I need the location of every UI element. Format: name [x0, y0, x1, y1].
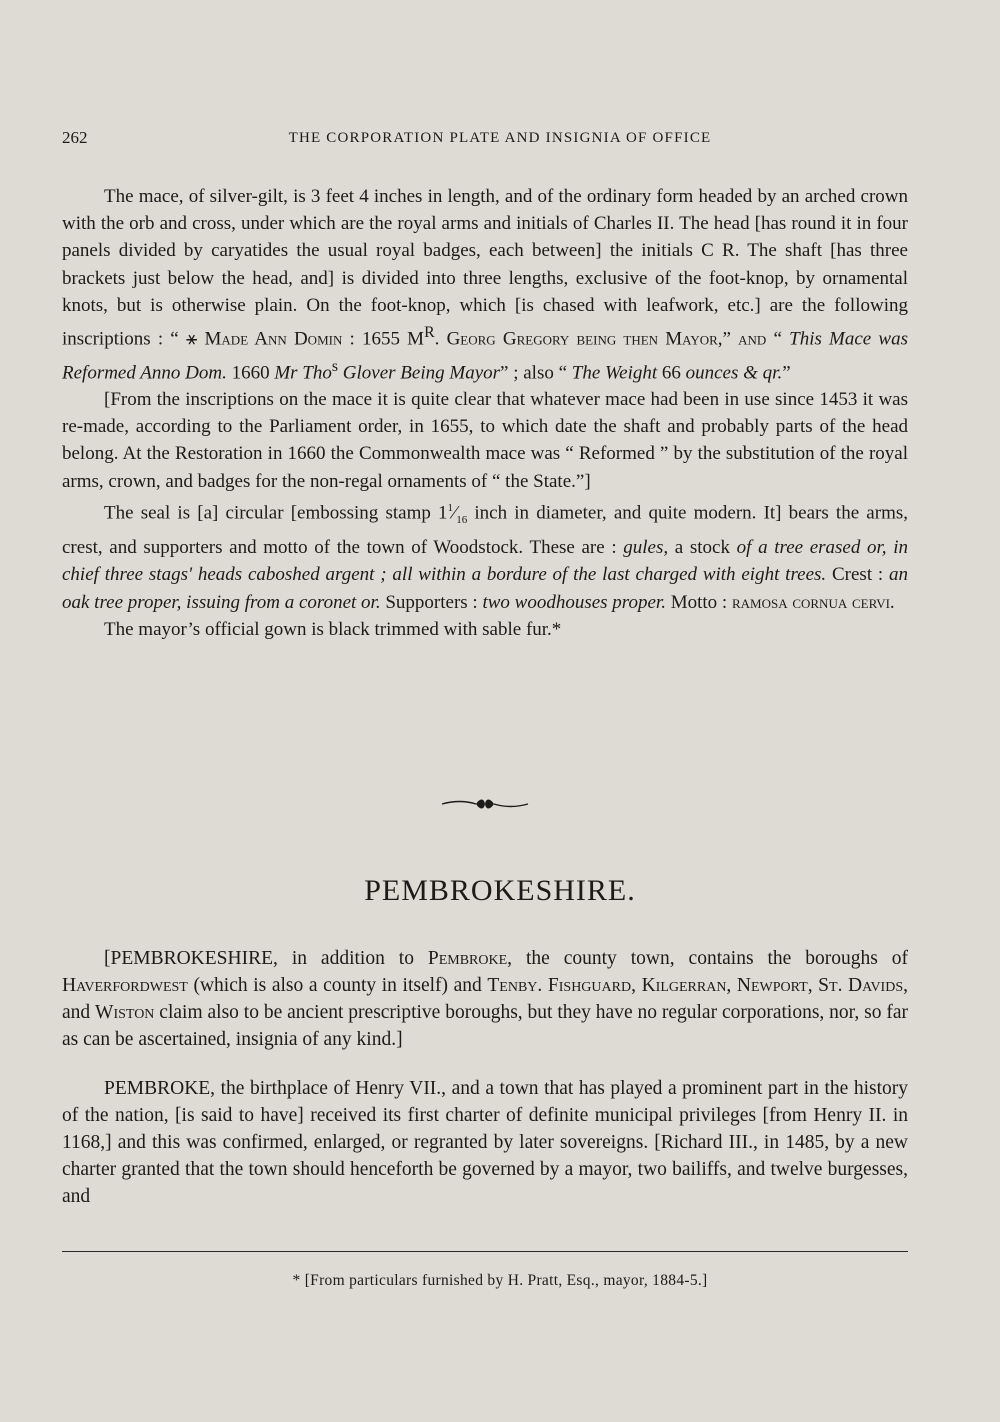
- blazon-crest: an oak tree proper, issuing from a coronet or.: [62, 564, 909, 613]
- seal-text: inch in diameter, and quite modern. It] bears the arms, crest, and supporters and motto of the town of Woodstock. These are :: [62, 502, 908, 559]
- footnote: * [From particulars furnished by H. Pratt, Esq., mayor, 1884-5.]: [292, 1272, 708, 1289]
- intro-text: .: [537, 975, 548, 996]
- intro-text: (which is also a county in itself) and: [187, 975, 488, 996]
- intro-text: and: [62, 1002, 96, 1023]
- mace-text: ” ; also “: [500, 361, 572, 383]
- section-divider-ornament: [440, 796, 530, 812]
- inscription-weight: The Weight: [571, 361, 658, 383]
- page-number: 262: [62, 128, 88, 147]
- mace-text: The mace, of silver-gilt, is 3 feet 4 inches in length, and of the ordinary form headed by an arched crown with the orb and cross, under which are the royal arms and initials of Charles II. The head [has round it in four panels divided by caryatides the usual royal badges, each between] the initials C R. The shaft [has three brackets just below the head, and] is divided into three lengths, exclusive of the foot-knop, by ornamental knots, but is otherwise plain. On the foot-knop, which [is chased with leafwork, etc.] are the following inscriptions : “: [62, 186, 908, 350]
- woodstock-continuation: [62, 183, 908, 643]
- intro-text: claim also to be ancient prescriptive boroughs, but they have no regular corporations, nor, so far as can be ascertained, insignia of any kind.]: [62, 1002, 909, 1050]
- inscription-mayor-cont: Glover Being Mayor: [338, 361, 501, 383]
- seal-text: a stock: [668, 537, 737, 559]
- borough-name: Haverfordwest: [62, 975, 188, 996]
- seal-paragraph: The seal is [a] circular [embossing stamp $1^1⁄_{16}$ inch in diameter, and quite modern. It] bears the arms, crest, and supporters and motto of the town of Woodstock. These are : gules, a stock of a tree erased or, in chief three stags' heads caboshed argent ; all within a bordure of the last charged with eight trees. Crest : an oak tree proper, issuing from a coronet or. Supporters : two woodhouses proper. Motto : ramosa cornua cervi.: [62, 501, 909, 613]
- intro-text: , the county town, contains the boroughs of: [507, 948, 908, 969]
- borough-name: Wiston: [95, 1002, 155, 1023]
- running-title: THE CORPORATION PLATE AND INSIGNIA OF OFFICE: [288, 130, 712, 146]
- borough-name: Pembroke: [427, 948, 508, 969]
- motto-label: Motto :: [665, 591, 732, 613]
- supporters-label: Supporters :: [380, 591, 483, 613]
- inscription-one: Made Ann Domin : 1655 M: [197, 328, 425, 350]
- restoration-paragraph: [From the inscriptions on the mace it is quite clear that whatever mace had been in use since 1453 it was re-made, according to the Parliament order, in 1655, to which date the shaft and probably parts of the head belong. At the Restoration in 1660 the Commonwealth mace was “ Reformed ” by the substitution of the royal arms, crown, and badges for the non-regal ornaments of “ the State.”]: [62, 389, 908, 492]
- closing-quote: ”: [782, 361, 791, 383]
- motto: ramosa cornua cervi.: [731, 591, 895, 613]
- intro-text: [PEMBROKESHIRE, in addition to: [104, 948, 428, 969]
- inscription-one-cont: . Georg Gregory being then Mayor,” and “: [434, 328, 790, 350]
- mace-paragraph: [62, 183, 908, 386]
- blazon-supporters: two woodhouses proper.: [482, 591, 666, 613]
- inscription-weight-unit: ounces & qr.: [685, 361, 783, 383]
- crest-label: Crest :: [826, 564, 890, 586]
- gown-paragraph: The mayor’s official gown is black trimmed with sable fur.*: [104, 618, 562, 640]
- fraction-denominator: 16: [456, 514, 468, 527]
- superscript: s: [331, 357, 339, 375]
- inscription-two: This Mace was Reformed Anno Dom.: [62, 328, 908, 383]
- fraction-numerator: 1: [447, 501, 454, 514]
- seal-text: The seal is [a] circular [embossing stamp 1: [104, 502, 448, 524]
- inscription-year: 1660: [226, 361, 275, 383]
- inscription-weight-value: 66: [657, 361, 686, 383]
- borough-name: Tenby: [487, 975, 538, 996]
- pembrokeshire-section: [62, 945, 908, 1210]
- borough-names: Fishguard, Kilgerran, Newport, St. Davids,: [547, 975, 908, 996]
- footnote-rule: [62, 1251, 908, 1252]
- section-heading: PEMBROKESHIRE.: [364, 874, 636, 907]
- county-intro-paragraph: [62, 945, 908, 1053]
- superscript: R: [424, 324, 435, 342]
- star-glyph: ⚹: [185, 328, 198, 350]
- blazon-arms: of a tree erased or, in chief three stags' heads caboshed argent ; all within a bordure of the last charged with eight trees.: [62, 537, 908, 586]
- running-header: [62, 128, 908, 154]
- blazon-tincture: gules,: [623, 537, 669, 559]
- pembroke-paragraph: PEMBROKE, the birthplace of Henry VII., and a town that has played a prominent part in the history of the nation, [is said to have] received its first charter of definite municipal privileges [from Henry II. in 1168,] and this was confirmed, enlarged, or regranted by later sovereigns. [Richard III., in 1485, by a new charter granted that the town should henceforth be governed by a mayor, two bailiffs, and twelve burgesses, and: [62, 1078, 908, 1207]
- inscription-mayor: Mr Tho: [274, 361, 332, 383]
